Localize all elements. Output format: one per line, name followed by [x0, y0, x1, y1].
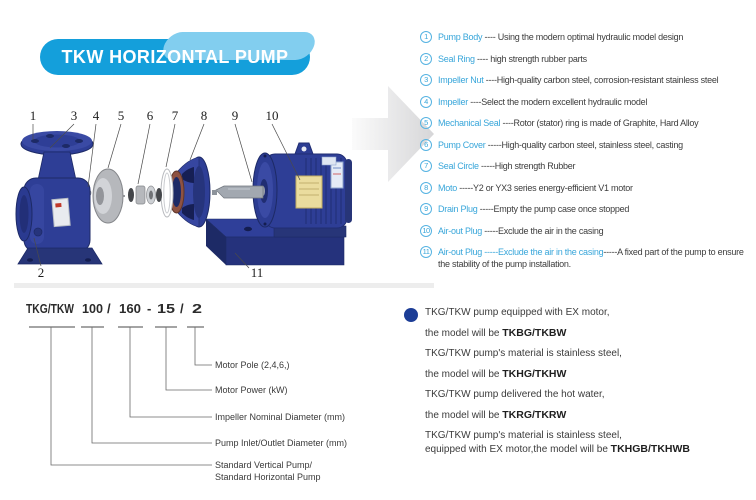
label-motor-power: Motor Power (kW): [215, 385, 288, 395]
part-name: Seal Circle: [438, 161, 479, 171]
note-line: TKG/TKW pump's material is stainless steel,: [425, 430, 622, 441]
part-description: -----High strength Rubber: [478, 161, 576, 171]
part-name: Seal Ring: [438, 53, 475, 64]
part-number-badge: 5: [420, 117, 432, 129]
part-label-1: 1: [29, 108, 37, 123]
note-line: the model will be TKRG/TKRW: [425, 408, 567, 421]
pump-body: [16, 131, 102, 264]
part-number-badge: 6: [420, 139, 432, 151]
model-name: TKBG/TKBW: [502, 326, 567, 339]
list-item: [420, 96, 756, 108]
part-number-badge: 9: [420, 203, 432, 215]
label-inlet-outlet: Pump Inlet/Outlet Diameter (mm): [215, 438, 348, 448]
motor: [253, 143, 352, 237]
page-title: TKW HORIZONTAL PUMP: [61, 46, 289, 67]
part-name: Moto: [438, 182, 458, 193]
note-line: TKG/TKW pump delivered the hot water,: [425, 389, 605, 400]
part-label-2: 2: [37, 265, 45, 280]
note-line: TKG/TKW pump equipped with EX motor,: [425, 307, 610, 318]
list-item: [420, 225, 756, 237]
note-line: the model will be TKHG/TKHW: [425, 367, 567, 380]
list-item: [420, 182, 756, 194]
part-name: Mechanical Seal: [438, 118, 501, 128]
model-segment-series: TKG/TKW: [26, 301, 75, 316]
part-number-badge: 7: [420, 160, 432, 172]
part-label-10: 10: [265, 108, 279, 123]
list-item: [420, 53, 756, 65]
part-description: ---- high strength rubber parts: [474, 53, 587, 64]
model-segment-power: 15: [157, 301, 175, 316]
part-name: Pump Body: [438, 32, 483, 42]
note-line: the model will be TKBG/TKBW: [425, 326, 567, 339]
model-segment-pole: 2: [192, 301, 202, 316]
part-name: Pump Cover: [438, 139, 486, 150]
part-number-badge: 4: [420, 96, 432, 108]
part-description: -----Y2 or YX3 series energy-efficient V1 motor: [457, 182, 633, 193]
list-item: [420, 31, 756, 43]
list-item: [420, 74, 756, 86]
pump-label: [52, 198, 70, 226]
motor-sticker: [331, 162, 343, 188]
model-separator-slash: /: [107, 301, 111, 316]
parts-legend: [420, 31, 756, 280]
label-impeller-diameter: Impeller Nominal Diameter (mm): [215, 412, 346, 422]
note-line: TKG/TKW pump's material is stainless steel,: [425, 348, 622, 359]
model-separator-slash2: /: [180, 301, 184, 316]
list-item: [420, 246, 756, 270]
pump-cover: [169, 157, 210, 227]
part-number-badge: 3: [420, 74, 432, 86]
part-description: -----A fixed part of the pump to ensure the stability of the pump installation.: [438, 247, 744, 269]
part-name: Air-out Plug: [438, 225, 483, 236]
model-name: TKRG/TKRW: [502, 408, 567, 421]
model-segment-inlet: 100: [82, 301, 103, 316]
part-number-badge: 10: [420, 225, 432, 237]
exploded-pump-diagram: [0, 80, 445, 295]
part-label-6: 6: [146, 108, 154, 123]
motor-nameplate: [296, 176, 322, 208]
part-description: ----Rotor (stator) ring is made of Graphite, Hard Alloy: [500, 118, 699, 128]
model-code-diagram: [0, 295, 360, 500]
shaft: [212, 186, 263, 198]
label-standard-vertical: Standard Vertical Pump/: [215, 460, 313, 470]
part-name: Impeller Nut: [438, 75, 484, 85]
part-label-7: 7: [171, 108, 179, 123]
part-name: Drain Plug: [438, 204, 478, 214]
model-name: TKHG/TKHW: [502, 367, 567, 380]
part-label-9: 9: [231, 108, 239, 123]
model-segment-impeller: 160: [119, 301, 141, 316]
label-motor-pole: Motor Pole (2,4,6,): [215, 360, 290, 370]
part-label-5: 5: [117, 108, 125, 123]
part-description: -----Exclude the air in the casing: [482, 225, 604, 236]
part-label-4: 4: [92, 108, 100, 123]
list-item: [420, 139, 756, 151]
part-label-3: 3: [70, 108, 78, 123]
photo-shadow: [14, 283, 434, 288]
part-description: ----Select the modern excellent hydraulic model: [468, 96, 648, 107]
seal-circle: [161, 169, 173, 217]
part-number-badge: 8: [420, 182, 432, 194]
impeller: [93, 169, 125, 223]
list-item: [420, 203, 756, 215]
part-description: ----High-quality carbon steel, corrosion-resistant stainless steel: [483, 75, 719, 85]
variant-notes: [404, 306, 754, 464]
list-item: [420, 160, 756, 172]
note-line: equipped with EX motor,the model will be TKHGB/TKHWB: [425, 443, 690, 455]
part-label-8: 8: [200, 108, 208, 123]
part-number-badge: 11: [420, 246, 432, 258]
mechanical-seal: [128, 186, 162, 204]
bullet-icon: [404, 308, 418, 322]
model-connector-lines: [51, 327, 212, 465]
part-label-11: 11: [250, 265, 264, 280]
part-number-badge: 2: [420, 53, 432, 65]
model-name: TKHGB/TKHWB: [610, 443, 690, 455]
part-name: Air-out Plug -----Exclude the air in the casing: [438, 247, 604, 257]
title-banner: [40, 39, 310, 75]
part-description: ---- Using the modern optimal hydraulic model design: [482, 32, 684, 42]
label-standard-horizontal: Standard Horizontal Pump: [215, 472, 321, 482]
list-item: [420, 117, 756, 129]
part-description: -----Empty the pump case once stopped: [477, 204, 630, 214]
part-name: Impeller: [438, 96, 469, 107]
part-number-badge: 1: [420, 31, 432, 43]
part-description: -----High-quality carbon steel, stainless steel, casting: [485, 139, 683, 150]
model-separator-dash: -: [147, 301, 152, 316]
